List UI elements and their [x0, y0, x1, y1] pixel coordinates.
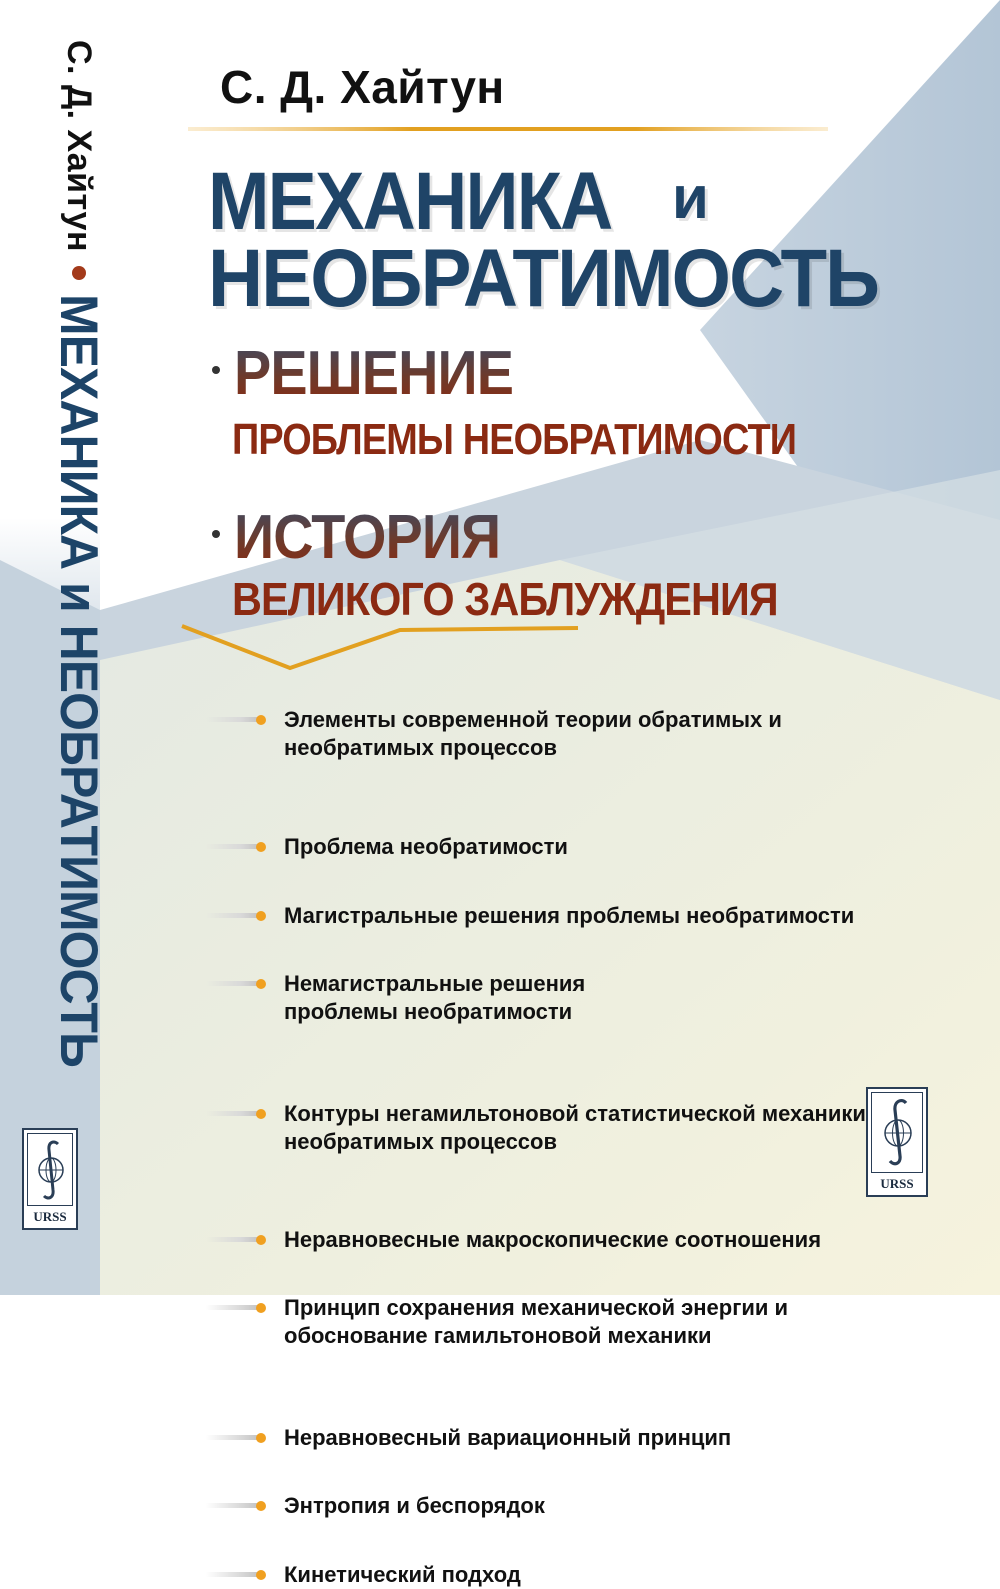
spine-publisher-logo: [22, 1128, 78, 1230]
urss-integral-globe-icon: [27, 1133, 73, 1206]
feature-item: [200, 706, 960, 762]
feature-text: Элементы современной теории обратимых и необратимых процессов: [284, 707, 782, 760]
spine-separator-dot: [72, 266, 86, 280]
bullet-dot-icon: [256, 1501, 266, 1511]
subtitle-1-small: ПРОБЛЕМЫ НЕОБРАТИМОСТИ: [232, 415, 797, 464]
book-spine: [0, 0, 109, 1295]
feature-text: Кинетический подход: [284, 1562, 521, 1587]
bullet-dot-icon: [256, 911, 266, 921]
bullet-dot-icon: [256, 1433, 266, 1443]
subtitle-1-bullet: [212, 366, 220, 374]
subtitle-1-big: РЕШЕНИЕ: [234, 339, 514, 408]
bullet-dot-icon: [256, 842, 266, 852]
bullet-dot-icon: [256, 1235, 266, 1245]
spine-author: С. Д. Хайтун: [60, 40, 99, 252]
feature-item: [200, 1294, 960, 1350]
feature-item: [200, 1100, 960, 1156]
feature-text: Принцип сохранения механической энергии и обоснование гамильтоновой механики: [284, 1295, 789, 1348]
bullet-dot-icon: [256, 979, 266, 989]
feature-item: [200, 1226, 960, 1254]
feature-item: [200, 902, 960, 930]
feature-item: [200, 1424, 960, 1452]
bullet-dot-icon: [256, 1303, 266, 1313]
feature-text: Магистральные решения проблемы необратимости: [284, 903, 855, 928]
front-logo-label: URSS: [880, 1176, 914, 1191]
front-publisher-logo: [866, 1087, 928, 1197]
subtitle-2-big: ИСТОРИЯ: [234, 503, 501, 572]
feature-item: [200, 833, 960, 861]
cover-author: С. Д. Хайтун: [220, 61, 505, 113]
subtitle-2-bullet: [212, 530, 220, 538]
bullet-dot-icon: [256, 715, 266, 725]
feature-text: Энтропия и беспорядок: [284, 1493, 545, 1518]
feature-item: [200, 1492, 960, 1520]
title-line-2: НЕОБРАТИМОСТЬ: [208, 233, 879, 324]
feature-text: Неравновесный вариационный принцип: [284, 1425, 732, 1450]
spine-logo-label: URSS: [33, 1209, 67, 1224]
subtitle-2-small: ВЕЛИКОГО ЗАБЛУЖДЕНИЯ: [232, 573, 778, 625]
title-and: и: [672, 164, 709, 231]
title-line-1: МЕХАНИКА: [208, 156, 612, 247]
urss-integral-globe-icon: [871, 1092, 923, 1173]
bullet-dot-icon: [256, 1570, 266, 1580]
feature-text: Контуры негамильтоновой статистической механики необратимых процессов: [284, 1101, 866, 1154]
spine-title: МЕХАНИКА и НЕОБРАТИМОСТЬ: [49, 294, 109, 1067]
feature-item: [200, 1561, 960, 1589]
spine-text: [49, 40, 109, 1080]
feature-item: [200, 970, 960, 1026]
feature-text: Неравновесные макроскопические соотношения: [284, 1227, 822, 1252]
feature-text: Проблема необратимости: [284, 834, 568, 859]
gold-rule: [188, 126, 828, 132]
bullet-dot-icon: [256, 1109, 266, 1119]
feature-text: Немагистральные решения проблемы необратимости: [284, 971, 586, 1024]
